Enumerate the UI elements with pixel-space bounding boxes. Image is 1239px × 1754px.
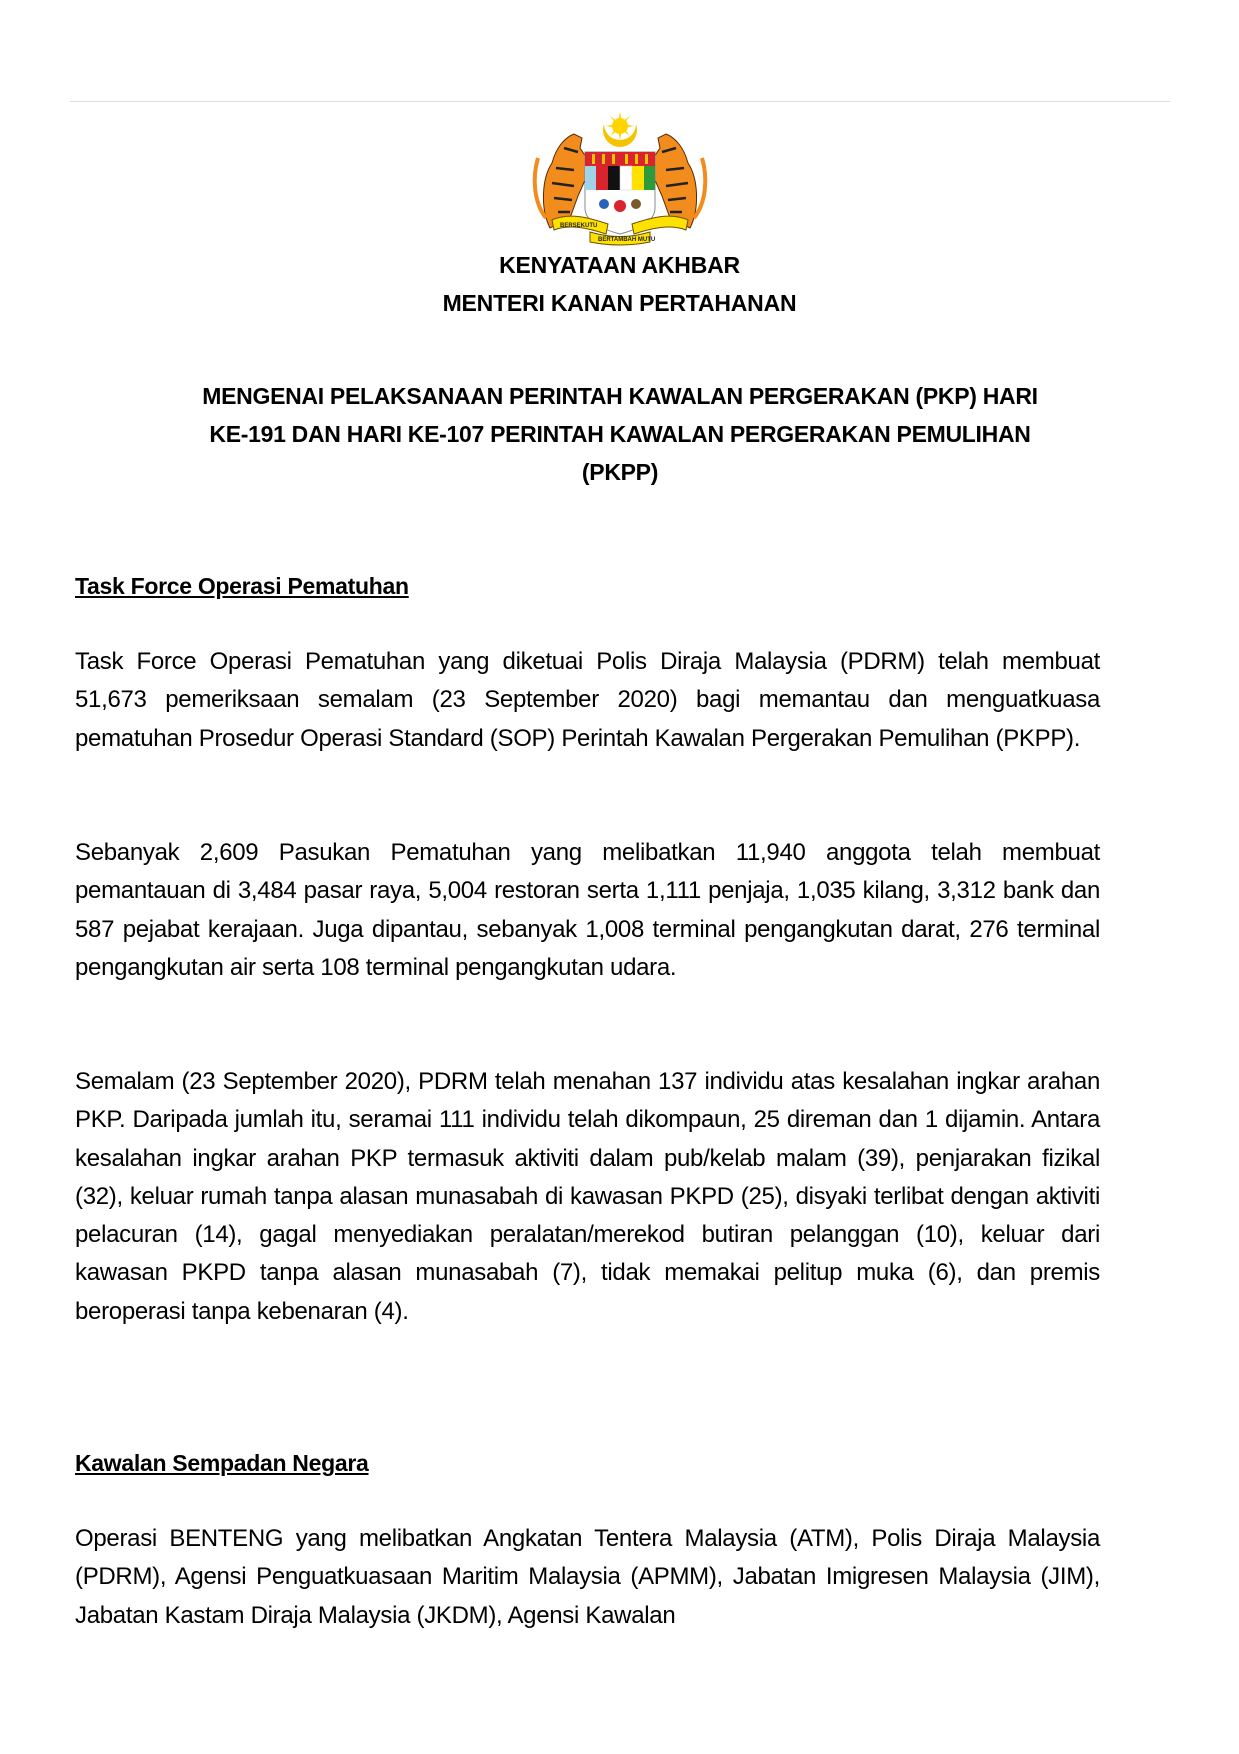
- paragraph-operasi-benteng: Operasi BENTENG yang melibatkan Angkatan Tentera Malaysia (ATM), Polis Diraja Malaysia (PDRM), Agensi Penguatkuasaan Maritim Malaysia (APMM), Jabatan Imigresen Malaysia (JIM), Jabatan Kastam Diraja Malaysia (JKDM), Agensi Kawalan: [75, 1525, 1100, 1629]
- paragraph-task-force-inspections: Task Force Operasi Pematuhan yang diketuai Polis Diraja Malaysia (PDRM) telah membuat 51,673 pemeriksaan semalam (23 September 2020) bagi memantau dan menguatkuasa pematuhan Prosedur Operasi Standard (SOP) Perintah Kawalan Pergerakan Pemulihan (PKPP).: [75, 648, 1100, 752]
- coat-of-arms-icon: [530, 108, 710, 246]
- coat-of-arms-graphic: [530, 108, 710, 246]
- minister-heading: MENTERI KANAN PERTAHANAN: [442, 290, 797, 316]
- top-divider: [70, 101, 1170, 102]
- svg-text:BERSEKUTU: BERSEKUTU: [560, 223, 598, 229]
- title-line-2: KE-191 DAN HARI KE-107 PERINTAH KAWALAN PERGERAKAN PEMULIHAN: [209, 421, 1031, 447]
- paragraph-compliance-teams: Sebanyak 2,609 Pasukan Pematuhan yang melibatkan 11,940 anggota telah membuat pemantauan di 3,484 pasar raya, 5,004 restoran serta 1,111 penjaja, 1,035 kilang, 3,312 bank dan 587 pejabat kerajaan. Juga dipantau, sebanyak 1,008 terminal pengangkutan darat, 276 terminal pengangkutan air serta 108 terminal pengangkutan udara.: [75, 839, 1100, 981]
- document-title: [150, 377, 1090, 491]
- press-statement-heading: KENYATAAN AKHBAR: [499, 252, 740, 278]
- right-tiger-icon: [652, 134, 705, 228]
- section-heading-task-force: Task Force Operasi Pematuhan: [75, 573, 409, 599]
- paragraph-arrests: Semalam (23 September 2020), PDRM telah menahan 137 individu atas kesalahan ingkar arahan PKP. Daripada jumlah itu, seramai 111 individu telah dikompaun, 25 direman dan 1 dijamin. Antara kesalahan ingkar arahan PKP termasuk aktiviti dalam pub/kelab malam (39), penjarakan fizikal (32), keluar rumah tanpa alasan munasabah di kawasan PKPD (25), disyaki terlibat dengan aktiviti pelacuran (14), gagal menyediakan peralatan/merekod butiran pelanggan (10), keluar dari kawasan PKPD tanpa alasan munasabah (7), tidak memakai pelitup muka (6), dan premis beroperasi tanpa kebenaran (4).: [75, 1068, 1100, 1325]
- section-heading-border-control: Kawalan Sempadan Negara: [75, 1450, 369, 1476]
- title-line-1: MENGENAI PELAKSANAAN PERINTAH KAWALAN PERGERAKAN (PKP) HARI: [202, 383, 1038, 409]
- svg-text:BERTAMBAH MUTU: BERTAMBAH MUTU: [598, 237, 656, 243]
- left-tiger-icon: [535, 134, 588, 228]
- title-line-3: (PKPP): [581, 459, 659, 485]
